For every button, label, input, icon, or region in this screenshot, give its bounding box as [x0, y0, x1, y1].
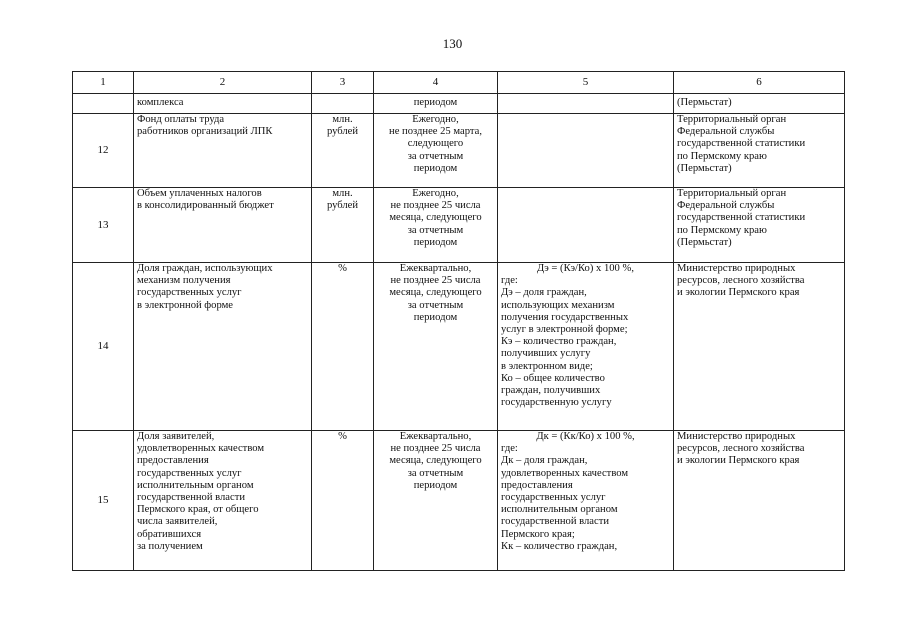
cell-text-line: Ко – общее количество [501, 372, 605, 384]
cell-text-line: Пермского края, от общего [137, 504, 259, 516]
cell-text-line: предоставления [137, 455, 209, 467]
row-number: 13 [73, 188, 134, 263]
header-cell: 4 [374, 72, 498, 94]
indicators-table [72, 71, 845, 571]
cell-text-line: удовлетворенных качеством [137, 443, 265, 455]
cell-text-line: не позднее 25 числа [390, 443, 481, 455]
cell-text-line: Доля граждан, использующих [137, 263, 273, 274]
cell-text-line: работников организаций ЛПК [137, 126, 273, 138]
cell-text-line: периодом [413, 311, 458, 323]
unit-cell [312, 114, 374, 188]
cell-text-line: государственных услуг [137, 467, 242, 479]
cell-text-line: обратившихся [137, 528, 202, 540]
cell-text-line: месяца, следующего [389, 455, 482, 467]
cell-text-line: услуг в электронной форме; [501, 324, 628, 336]
table-row [73, 188, 845, 263]
cell-text-line: Территориальный орган [677, 114, 787, 125]
cell-text-line: по Пермскому краю [677, 224, 767, 236]
cell-text-line: месяца, следующего [389, 212, 482, 224]
cell-text-line: исполнительным органом [137, 479, 254, 491]
cell-text-line: месяца, следующего [389, 287, 482, 299]
cell-text-line: в электронной форме [137, 299, 234, 311]
page-number: 130 [442, 36, 463, 51]
cell-text-line: (Пермьстат) [677, 236, 732, 248]
indicator-name-cell [134, 188, 312, 263]
cell-text-line: Ежеквартально, [399, 431, 472, 442]
indicator-name-cell [134, 431, 312, 571]
continuation-row [73, 94, 845, 114]
unit-cell [312, 188, 374, 263]
header-cell: 5 [498, 72, 674, 94]
period-cell [374, 114, 498, 188]
continuation-cell: комплекса [134, 94, 312, 114]
cell-text-line: Дк – доля граждан, [501, 455, 588, 467]
header-cell: 3 [312, 72, 374, 94]
cell-text-line: периодом [413, 162, 458, 174]
continuation-cell [312, 94, 374, 114]
cell-text-line: за отчетным [407, 224, 464, 236]
cell-text-line: % [338, 263, 347, 274]
cell-text-line: получения государственных [501, 311, 629, 323]
cell-text-line: удовлетворенных качеством [501, 467, 629, 479]
header-cell: 1 [73, 72, 134, 94]
period-cell [374, 188, 498, 263]
cell-text-line: (Пермьстат) [677, 162, 732, 174]
row-number: 12 [73, 114, 134, 188]
header-cell: 2 [134, 72, 312, 94]
cell-text-line: граждан, получивших [501, 385, 601, 397]
cell-text-line: предоставления [501, 479, 573, 491]
cell-text-line: государственных услуг [501, 492, 606, 504]
cell-text-line: Фонд оплаты труда [137, 114, 225, 125]
cell-text-line: не позднее 25 числа [390, 200, 481, 212]
cell-text-line: Федеральной службы [677, 126, 775, 138]
cell-text-line: % [338, 431, 347, 442]
source-cell [674, 263, 845, 431]
cell-text-line: государственных услуг [137, 287, 242, 299]
cell-text-line: и экологии Пермского края [677, 287, 800, 299]
table-row [73, 431, 845, 571]
method-cell [498, 263, 674, 431]
continuation-cell: периодом [374, 94, 498, 114]
cell-text-line: государственной власти [137, 492, 246, 504]
period-cell [374, 263, 498, 431]
continuation-cell [73, 94, 134, 114]
cell-text-line: рублей [326, 200, 359, 212]
cell-text-line: Кэ – количество граждан, [501, 336, 617, 348]
cell-text-line: ресурсов, лесного хозяйства [677, 443, 805, 455]
cell-text-line: получивших услугу [501, 348, 591, 360]
cell-text-line: государственной власти [501, 516, 610, 528]
cell-text-line: периодом [413, 479, 458, 491]
column-number-header-row [73, 72, 845, 94]
method-cell [498, 188, 674, 263]
continuation-cell: (Пермьстат) [674, 94, 845, 114]
cell-text-line: Ежегодно, [412, 188, 459, 199]
cell-text-line: за отчетным [407, 467, 464, 479]
cell-text-line: Министерство природных [677, 263, 796, 274]
continuation-cell [498, 94, 674, 114]
formula-line: Дэ = (Кэ/Ко) х 100 %, [537, 263, 634, 274]
cell-text-line: числа заявителей, [137, 516, 218, 528]
unit-cell [312, 263, 374, 431]
cell-text-line: Федеральной службы [677, 200, 775, 212]
cell-text-line: где: [501, 443, 518, 455]
cell-text-line: периодом [413, 236, 458, 248]
table-row [73, 263, 845, 431]
cell-text-line: Кк – количество граждан, [501, 540, 618, 552]
cell-text-line: использующих механизм [501, 299, 615, 311]
cell-text-line: Ежегодно, [412, 114, 459, 125]
cell-text-line: Ежеквартально, [399, 263, 472, 274]
cell-text-line: в консолидированный бюджет [137, 200, 274, 212]
unit-cell [312, 431, 374, 571]
indicator-name-cell [134, 263, 312, 431]
source-cell [674, 114, 845, 188]
cell-text-line: механизм получения [137, 275, 231, 287]
indicator-name-cell [134, 114, 312, 188]
cell-text-line: ресурсов, лесного хозяйства [677, 275, 805, 287]
table-row [73, 114, 845, 188]
row-number: 14 [73, 263, 134, 431]
cell-text-line: где: [501, 275, 518, 287]
row-number: 15 [73, 431, 134, 571]
source-cell [674, 188, 845, 263]
cell-text-line: Министерство природных [677, 431, 796, 442]
method-cell [498, 431, 674, 571]
cell-text-line: млн. [332, 188, 353, 199]
cell-text-line: Территориальный орган [677, 188, 787, 199]
cell-text-line: за отчетным [407, 299, 464, 311]
formula-line: Дк = (Кк/Ко) х 100 %, [536, 431, 635, 442]
method-cell [498, 114, 674, 188]
cell-text-line: за отчетным [407, 150, 464, 162]
cell-text-line: Доля заявителей, [137, 431, 215, 442]
cell-text-line: Дэ – доля граждан, [501, 287, 587, 299]
header-cell: 6 [674, 72, 845, 94]
cell-text-line: не позднее 25 марта, [389, 126, 482, 138]
cell-text-line: государственной статистики [677, 138, 806, 150]
cell-text-line: и экологии Пермского края [677, 455, 800, 467]
cell-text-line: Пермского края; [501, 528, 575, 540]
cell-text-line: следующего [407, 138, 464, 150]
cell-text-line: не позднее 25 числа [390, 275, 481, 287]
cell-text-line: за получением [137, 540, 203, 552]
cell-text-line: исполнительным органом [501, 504, 618, 516]
cell-text-line: государственную услугу [501, 397, 612, 409]
cell-text-line: по Пермскому краю [677, 150, 767, 162]
cell-text-line: рублей [326, 126, 359, 138]
period-cell [374, 431, 498, 571]
cell-text-line: в электронном виде; [501, 360, 593, 372]
cell-text-line: Объем уплаченных налогов [137, 188, 262, 199]
cell-text-line: государственной статистики [677, 212, 806, 224]
source-cell [674, 431, 845, 571]
cell-text-line: млн. [332, 114, 353, 125]
